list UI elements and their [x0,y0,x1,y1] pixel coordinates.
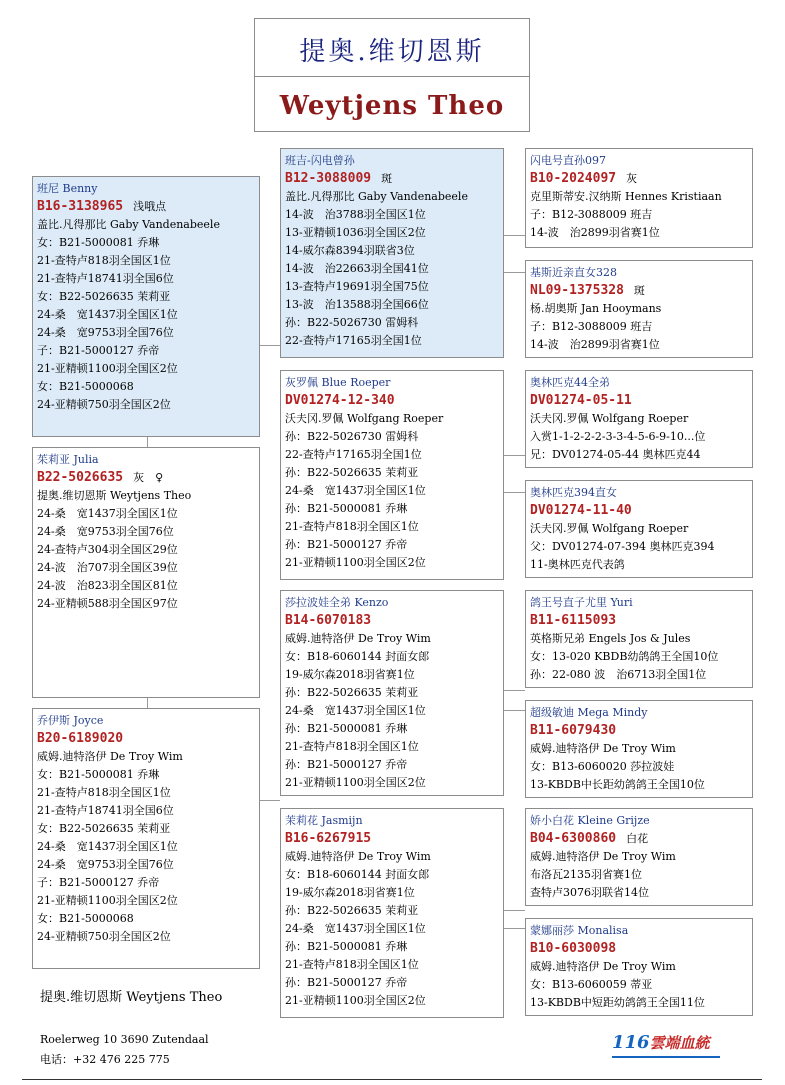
info-line: 孙：B22-5026635 茉莉亚 [285,466,419,479]
info-line: 沃夫冈.罗佩 Wolfgang Roeper [530,412,689,425]
info-line: 24-亚精顿588羽全国区97位 [37,597,178,610]
pedigree-card-gg1 [525,148,753,248]
info-line: 入赏1-1-2-2-2-3-3-4-5-6-9-10...位 [530,430,706,443]
pedigree-card-julia [32,447,260,698]
ring-number: DV01274-12-340 [285,393,395,408]
pedigree-card-gg5 [525,590,753,688]
info-line: 女：B21-5000081 乔琳 [37,768,160,781]
ring-number: DV01274-11-40 [530,503,632,518]
bird-color: 斑 [633,284,645,297]
bird-color: 浅哦点 [133,200,167,213]
info-line: 14-波 治2899羽省赛1位 [530,226,660,239]
bird-color: 灰 [626,172,638,185]
info-line: 21-亚精顿1100羽全国区2位 [285,556,426,569]
info-line: 女：B18-6060144 封面女郎 [285,868,430,881]
info-line: 21-查特卢818羽全国区1位 [37,786,171,799]
connector-line [147,698,148,708]
info-line: 24-桑 宽1437羽全国区1位 [285,704,426,717]
info-line: 孙：B22-5026730 雷姆科 [285,316,419,329]
info-line: 沃夫冈.罗佩 Wolfgang Roeper [285,412,444,425]
info-line: 24-波 治823羽全国区81位 [37,579,178,592]
bird-name: 班尼 Benny [37,182,98,195]
connector-line [503,690,525,691]
info-line: 21-亚精顿1100羽全国区2位 [285,776,426,789]
info-line: 孙：B21-5000081 乔琳 [285,940,408,953]
info-line: 22-查特卢17165羽全国1位 [285,334,422,347]
info-line: 21-亚精顿1100羽全国区2位 [37,362,178,375]
info-line: 13-KBDB中长距幼鸽鸽王全国10位 [530,778,705,791]
info-line: 女：B21-5000068 [37,380,134,393]
logo-underline [612,1056,720,1058]
pedigree-card-gg4 [525,480,753,578]
ring-number: B10-6030098 [530,941,617,956]
ring-number: B22-5026635 灰 ♀ [37,470,164,485]
pedigree-card-jasmijn [280,808,504,1018]
bird-name: 娇小白花 Kleine Grijze [530,814,650,827]
connector-line [503,710,525,711]
pedigree-card-dam [280,370,504,580]
info-line: 布洛瓦2135羽省赛1位 [530,868,642,881]
ring-number: B20-6189020 [37,731,124,746]
info-line: 孙：B21-5000127 乔帝 [285,538,408,551]
info-line: 24-查特卢304羽全国区29位 [37,543,178,556]
bird-name: 茱莉亚 Julia [37,453,99,466]
pedigree-card-subject [32,176,260,437]
info-line: 孙：B22-5026730 雷姆科 [285,430,419,443]
ring-number: B12-3088009 斑 [285,171,393,186]
ring-number: B10-2024097 灰 [530,171,638,186]
info-line: 24-桑 宽9753羽全国76位 [37,525,174,538]
info-line: 孙：B22-5026635 茉莉亚 [285,904,419,917]
pedigree-card-kenzo [280,590,504,796]
info-line: 孙：B21-5000081 乔琳 [285,502,408,515]
info-line: 父：DV01274-07-394 奥林匹克394 [530,540,715,553]
info-line: 21-查特卢818羽全国区1位 [37,254,171,267]
bird-name: 班吉-闪电曾孙 [285,154,355,167]
ring-number: B16-3138965 浅哦点 [37,199,167,214]
info-line: 子：B21-5000127 乔帝 [37,876,160,889]
info-line: 21-查特卢818羽全国区1位 [285,740,419,753]
info-line: 女：B21-5000081 乔琳 [37,236,160,249]
info-line: 孙：B21-5000127 乔帝 [285,758,408,771]
bird-color: 灰 ♀ [133,471,164,484]
ring-number: B16-6267915 [285,831,372,846]
owner-name: 提奥.维切恩斯 Weytjens Theo [40,990,223,1005]
info-line: 21-查特卢18741羽全国6位 [37,272,174,285]
bird-name: 奥林匹克44全弟 [530,376,610,389]
ring-number: DV01274-05-11 [530,393,632,408]
info-line: 孙：B21-5000127 乔帝 [285,976,408,989]
ring-number: NL09-1375328 斑 [530,283,645,298]
info-line: 杨.胡奥斯 Jan Hooymans [530,302,662,315]
connector-line [503,928,525,929]
info-line: 24-亚精顿750羽全国区2位 [37,398,171,411]
pedigree-card-gg7 [525,808,753,906]
pedigree-card-gg8 [525,918,753,1016]
info-line: 24-桑 宽1437羽全国区1位 [37,507,178,520]
info-line: 14-波 治2899羽省赛1位 [530,338,660,351]
info-line: 克里斯蒂安.汉纳斯 Hennes Kristiaan [530,190,722,203]
connector-line [260,800,280,801]
info-line: 子：B12-3088009 班吉 [530,208,653,221]
pedigree-card-gg6 [525,700,753,798]
connector-line [503,455,525,456]
ring-number: B14-6070183 [285,613,372,628]
title-chinese: 提奥.维切恩斯 [299,37,485,67]
connector-line [503,492,525,493]
info-line: 22-查特卢17165羽全国1位 [285,448,422,461]
title-divider [255,76,529,77]
connector-line [147,437,148,447]
info-line: 女：B13-6060059 蒂亚 [530,978,653,991]
info-line: 24-波 治707羽全国区39位 [37,561,178,574]
info-line: 威姆.迪特洛伊 De Troy Wim [37,750,183,763]
info-line: 21-查特卢818羽全国区1位 [285,520,419,533]
info-line: 13-亚精顿1036羽全国区2位 [285,226,426,239]
owner-address: Roelerweg 10 3690 Zutendaal [40,1033,209,1046]
logo-text: 雲端血統 [649,1034,710,1052]
bird-name: 超级敏迪 Mega Mindy [530,706,648,719]
bird-name: 鸽王号直子尤里 Yuri [530,596,633,609]
pedigree-card-gg2 [525,260,753,358]
info-line: 威姆.迪特洛伊 De Troy Wim [285,850,431,863]
bird-name: 蒙娜丽莎 Monalisa [530,924,629,937]
info-line: 11-奥林匹克代表鸽 [530,558,625,571]
connector-line [503,272,525,273]
info-line: 女：B22-5026635 茉莉亚 [37,290,171,303]
info-line: 孙：B22-5026635 茉莉亚 [285,686,419,699]
info-line: 英格斯兄弟 Engels Jos & Jules [530,632,691,645]
info-line: 24-桑 宽1437羽全国区1位 [285,922,426,935]
info-line: 沃夫冈.罗佩 Wolfgang Roeper [530,522,689,535]
info-line: 兄：DV01274-05-44 奥林匹克44 [530,448,701,461]
info-line: 女：13-020 KBDB幼鸽鸽王全国10位 [530,650,719,663]
info-line: 21-查特卢818羽全国区1位 [285,958,419,971]
info-line: 19-威尔森2018羽省赛1位 [285,668,415,681]
info-line: 13-查特卢19691羽全国75位 [285,280,429,293]
title-english: Weytjens Theo [279,91,505,121]
pedigree-card-sire [280,148,504,358]
info-line: 21-查特卢18741羽全国6位 [37,804,174,817]
info-line: 女：B18-6060144 封面女郎 [285,650,430,663]
bird-color: 白花 [626,832,649,845]
info-line: 19-威尔森2018羽省赛1位 [285,886,415,899]
bird-color: 斑 [381,172,393,185]
bird-name: 莎拉波娃全弟 Kenzo [285,596,389,609]
info-line: 24-桑 宽1437羽全国区1位 [285,484,426,497]
pedigree-card-joyce [32,708,260,969]
bird-name: 茉莉花 Jasmijn [285,814,363,827]
info-line: 21-亚精顿1100羽全国区2位 [37,894,178,907]
info-line: 盖比.凡得那比 Gaby Vandenabeele [285,190,468,203]
info-line: 威姆.迪特洛伊 De Troy Wim [530,960,676,973]
info-line: 威姆.迪特洛伊 De Troy Wim [530,742,676,755]
bird-name: 乔伊斯 Joyce [37,714,104,727]
bird-name: 闪电号直孙097 [530,154,606,167]
info-line: 子：B21-5000127 乔帝 [37,344,160,357]
title-box [254,18,530,132]
bottom-divider [22,1079,762,1080]
info-line: 查特卢3076羽联省14位 [530,886,649,899]
info-line: 14-威尔森8394羽联省3位 [285,244,415,257]
info-line: 子：B12-3088009 班吉 [530,320,653,333]
bird-name: 基斯近亲直女328 [530,266,617,279]
bird-name: 奥林匹克394直女 [530,486,617,499]
info-line: 女：B21-5000068 [37,912,134,925]
info-line: 24-亚精顿750羽全国区2位 [37,930,171,943]
info-line: 女：B13-6060020 莎拉波娃 [530,760,675,773]
info-line: 24-桑 宽9753羽全国76位 [37,858,174,871]
logo-number: 116 [612,1032,650,1053]
info-line: 24-桑 宽1437羽全国区1位 [37,308,178,321]
ring-number: B11-6079430 [530,723,617,738]
connector-line [503,235,525,236]
pedigree-card-gg3 [525,370,753,468]
info-line: 提奥.维切恩斯 Weytjens Theo [37,489,192,502]
info-line: 女：B22-5026635 茉莉亚 [37,822,171,835]
info-line: 威姆.迪特洛伊 De Troy Wim [530,850,676,863]
ring-number: B11-6115093 [530,613,617,628]
info-line: 24-桑 宽9753羽全国76位 [37,326,174,339]
info-line: 孙：22-080 波 治6713羽全国1位 [530,668,707,681]
info-line: 24-桑 宽1437羽全国区1位 [37,840,178,853]
connector-line [260,345,280,346]
brand-logo [612,1032,710,1053]
connector-line [503,910,525,911]
ring-number: B04-6300860 白花 [530,831,649,846]
info-line: 13-KBDB中短距幼鸽鸽王全国11位 [530,996,705,1009]
info-line: 孙：B21-5000081 乔琳 [285,722,408,735]
info-line: 14-波 治3788羽全国区1位 [285,208,426,221]
info-line: 盖比.凡得那比 Gaby Vandenabeele [37,218,220,231]
info-line: 13-波 治13588羽全国66位 [285,298,429,311]
owner-phone: 电话：+32 476 225 775 [40,1053,170,1066]
info-line: 21-亚精顿1100羽全国区2位 [285,994,426,1007]
info-line: 威姆.迪特洛伊 De Troy Wim [285,632,431,645]
info-line: 14-波 治22663羽全国41位 [285,262,429,275]
bird-name: 灰罗佩 Blue Roeper [285,376,391,389]
